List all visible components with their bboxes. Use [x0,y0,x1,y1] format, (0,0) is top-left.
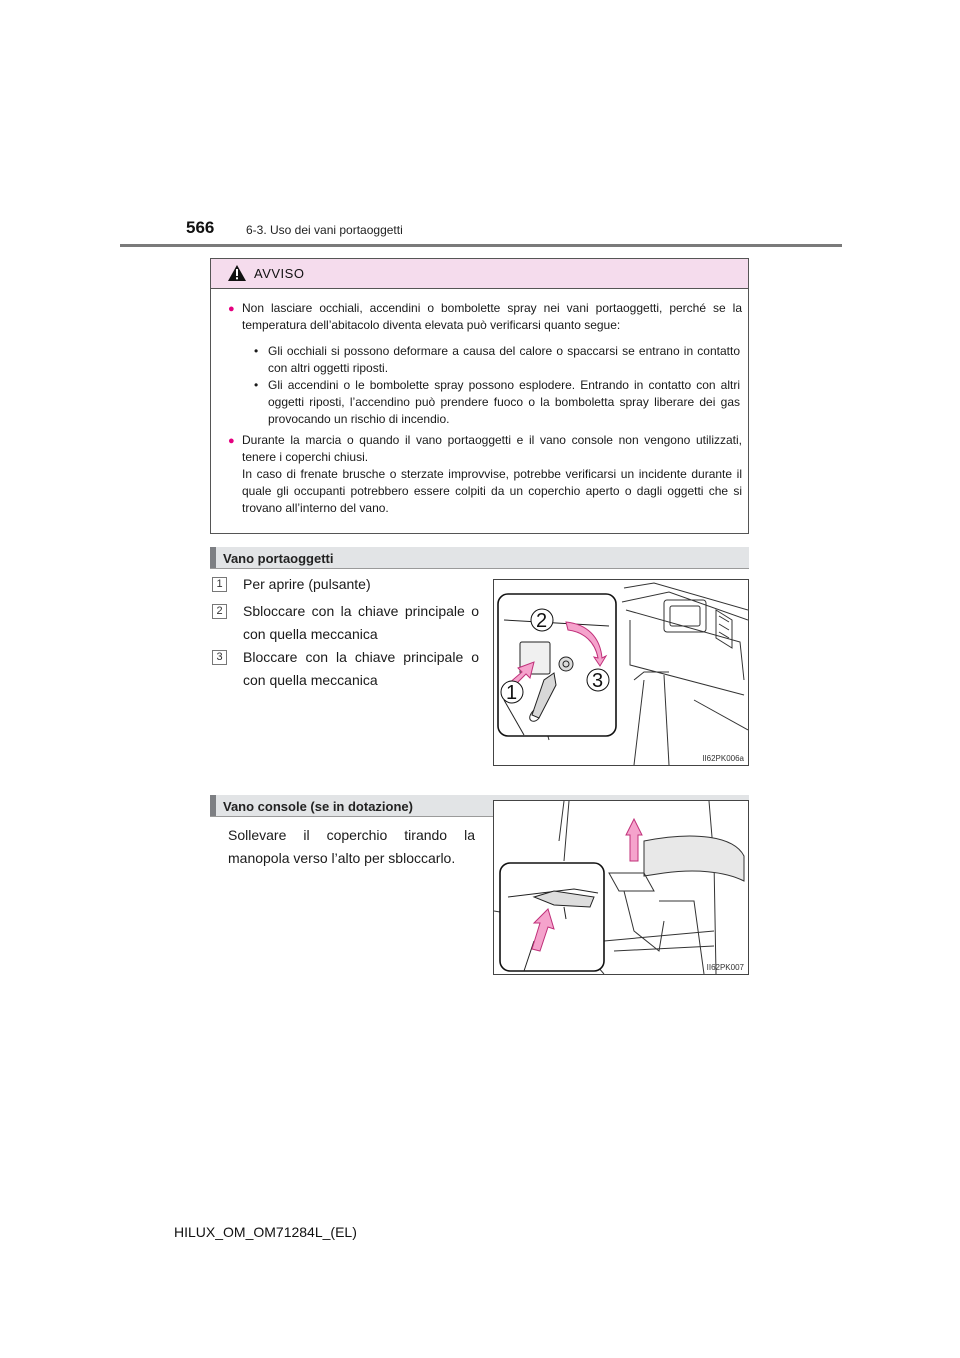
page-number: 566 [186,218,215,237]
bullet-icon: ● [228,303,235,315]
step-text-2: Sbloccare con la chiave principale o con quella meccanica [243,603,479,642]
console-box-illustration [494,801,748,974]
warning-header [211,259,748,289]
header-rule [120,244,842,247]
document-id: HILUX_OM_OM71284L_(EL) [174,1224,357,1240]
warning-item-2: Durante la marcia o quando il vano portaoggetti e il vano console non vengono utilizzati, tenere i coperchi chiusi. [242,433,742,464]
band-accent [210,795,216,816]
figure-code: II62PK006a [702,754,744,763]
band-accent [210,547,216,568]
warning-box [210,258,749,534]
console-instructions: Sollevare il coperchio tirando la manopola verso l’alto per sbloccarlo. [228,827,475,866]
svg-text:3: 3 [592,670,604,692]
figure-code: II62PK007 [706,963,744,972]
warning-item-2-extra: In caso di frenate brusche o sterzate improvvise, potrebbe verificarsi un incidente durante il quale gli occupanti potrebbero essere colpiti da un coperchio aperto o dagli oggetti che si trovano all’interno del vano. [242,467,742,515]
handle-inset [500,863,604,971]
bullet-icon: ● [228,435,235,447]
glove-box-illustration [494,580,748,765]
svg-text:1: 1 [506,682,518,704]
warning-item-1: Non lasciare occhiali, accendini o bombolette spray nei vani portaoggetti, perché se la temperatura dell’abitacolo diventa elevata può verificarsi quanto segue: [242,301,742,332]
console-box-figure [493,800,749,975]
section-title: 6-3. Uso dei vani portaoggetti [246,223,403,237]
step-number-2: 2 [212,604,227,619]
warning-label: AVVISO [254,266,305,281]
step-number-1: 1 [212,577,227,592]
step-text-3: Bloccare con la chiave principale o con quella meccanica [243,649,479,688]
warning-subitem-2: Gli accendini o le bombolette spray possono esplodere. Entrando in contatto con altri oggetti riposti, l’accendino può prendere fuoco o la bomboletta spray liberare dei gas provocando un rischio di incendio. [268,378,740,426]
sub-bullet-icon: • [254,344,259,358]
section-title-console-box: Vano console (se in dotazione) [223,799,413,814]
step-text-1: Per aprire (pulsante) [243,576,371,592]
step-number-3: 3 [212,650,227,665]
warning-subitem-1: Gli occhiali si possono deformare a causa del calore o spaccarsi se entrano in contatto con altri oggetti riposti. [268,344,740,375]
lift-arrow-icon [626,819,642,861]
svg-text:2: 2 [536,610,548,632]
section-title-glove-box: Vano portaoggetti [223,551,334,566]
section-band-glove-box [210,547,749,569]
glove-box-figure [493,579,749,766]
sub-bullet-icon: • [254,378,259,392]
warning-triangle-icon [228,265,246,281]
magnified-inset [498,594,616,736]
